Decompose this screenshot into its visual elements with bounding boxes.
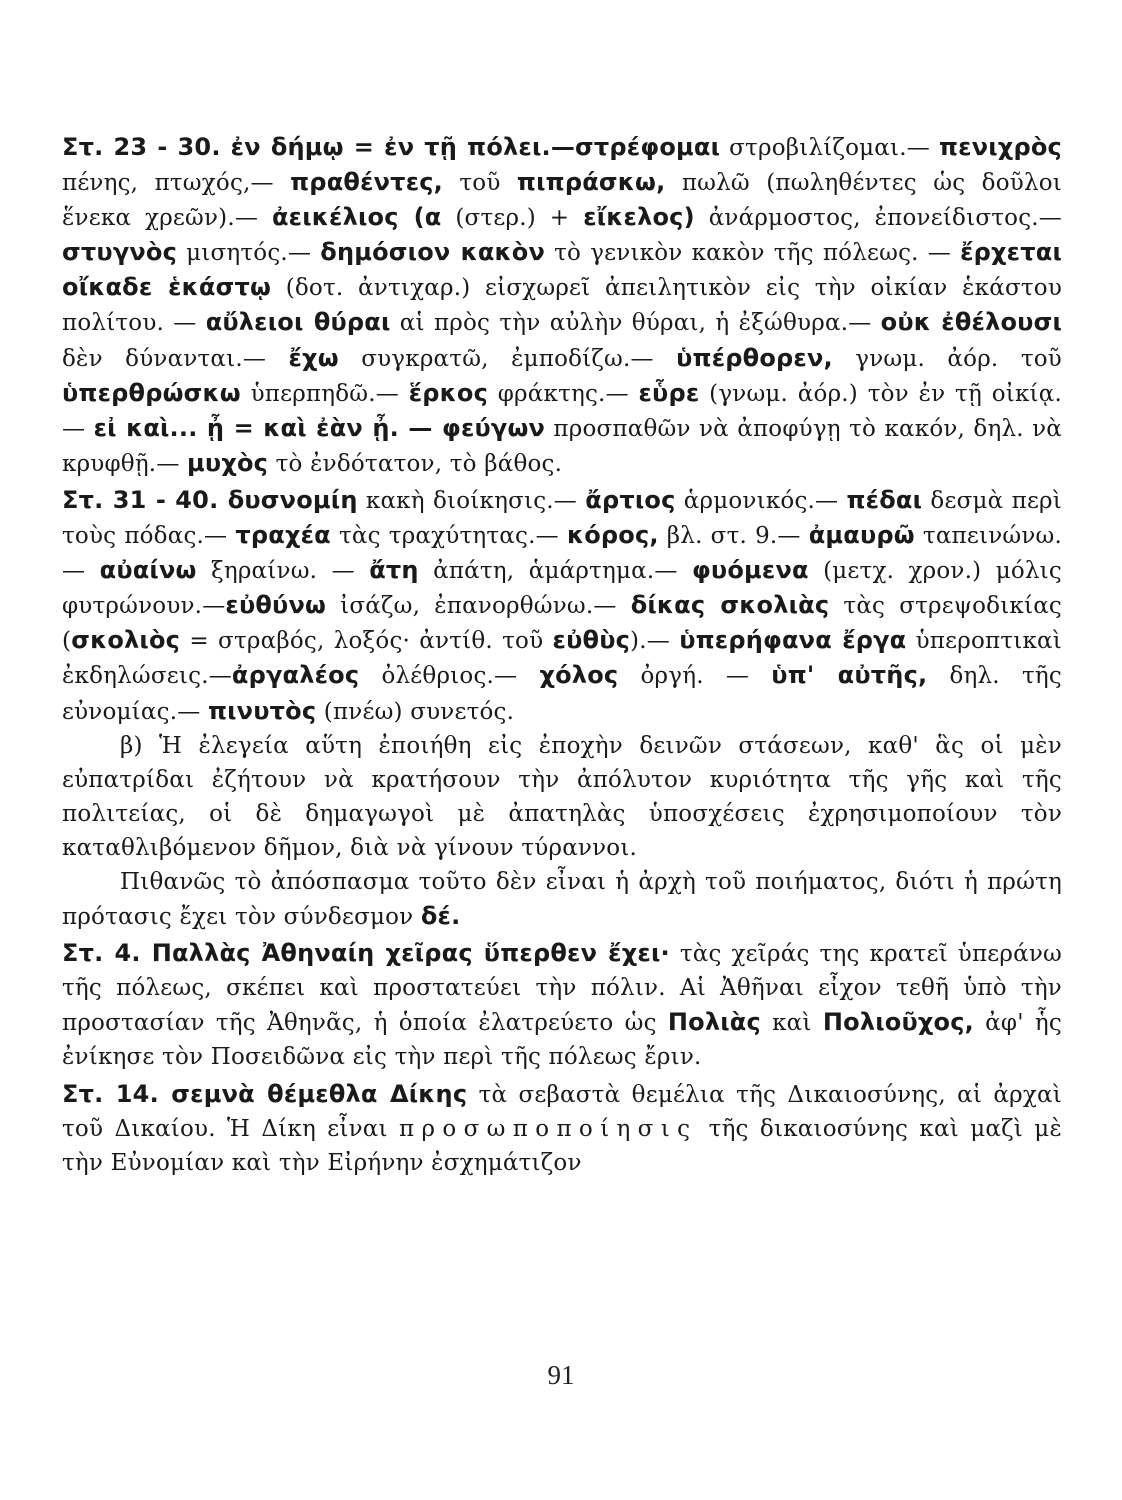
gloss-text: ταπεινώνω.—: [62, 523, 1062, 585]
bold-term: αὔλειοι θύραι: [205, 308, 391, 337]
gloss-text: (στερ.) +: [441, 205, 584, 232]
gloss-text: τὰς χεῖράς της κρατεῖ ὑπεράνω τῆς πόλεως, σκέπει καὶ προστατεύει τὴν πόλιν. Αἱ Ἀθῆναι εἶχον τεθῆ ὑπὸ τὴν προστασίαν τῆς Ἀθηνᾶς, ἡ ὁποία ἐλατρεύετο ὡς: [62, 941, 1062, 1037]
bold-term: εἰ καὶ... ᾖ = καὶ ἐὰν ᾖ. — φεύγων: [93, 413, 546, 442]
bold-term: σκολιὸς: [71, 626, 181, 655]
gloss-text: συγκρατῶ, ἐμποδίζω.—: [338, 345, 677, 372]
paragraph-paragraph-fragment: [62, 865, 1062, 934]
gloss-text: φράκτης.—: [488, 380, 639, 407]
bold-term: ἀργαλέος: [231, 661, 360, 690]
gloss-text: δεσμὰ περὶ τοὺς πόδας.—: [62, 487, 1062, 550]
bold-term: στυγνὸς: [62, 238, 178, 267]
gloss-text: κακὴ διοίκησις.—: [357, 487, 586, 514]
paragraph-paragraph-b: [62, 729, 1062, 865]
gloss-text: (δοτ. ἀντιχαρ.) εἰσχωρεῖ ἀπειλητικὸν εἰς τὴν οἰκίαν ἑκάστου πολίτου. —: [62, 275, 1062, 337]
bold-term: δημόσιον κακὸν: [320, 238, 546, 267]
gloss-text: ὀργή. —: [618, 663, 772, 690]
gloss-text: μισητός.—: [177, 240, 321, 267]
bold-term: πενιχρὸς: [938, 133, 1062, 161]
bold-term: ἔχω: [288, 343, 339, 372]
gloss-text: ).—: [630, 628, 680, 655]
bold-term: ἄτη: [369, 556, 419, 585]
gloss-text: πένης, πτωχός,—: [62, 170, 291, 197]
bold-term: τραχέα: [235, 521, 331, 550]
bold-term: ὑπερθρώσκω: [62, 378, 241, 407]
gloss-text: ξηραίνω. —: [196, 558, 370, 585]
gloss-text: γνωμ. ἀόρ. τοῦ: [832, 345, 1062, 372]
bold-term: πινυτὸς: [207, 696, 317, 725]
bold-term: Στ. 14. σεμνὰ θέμεθλα Δίκης: [62, 1079, 468, 1108]
gloss-text: ἁρμονικός.—: [675, 487, 847, 514]
gloss-text: ἀπάτη, ἁμάρτημα.—: [418, 558, 692, 585]
gloss-text: στροβιλίζομαι.—: [720, 135, 939, 161]
gloss-text: προσπαθῶν νὰ ἀποφύγῃ τὸ κακόν, δηλ. νὰ κρυφθῇ.—: [62, 415, 1063, 477]
gloss-text: = στραβός, λοξός· ἀντίθ. τοῦ: [180, 628, 553, 655]
gloss-text: βλ. στ. 9.—: [658, 523, 809, 550]
gloss-text: δὲν δύνανται.—: [62, 345, 289, 372]
spaced-term: προσωποποίησις: [399, 1115, 698, 1142]
bold-term: ὑπ' αὐτῆς,: [771, 661, 928, 690]
gloss-text: τὰς στρεψοδικίας (: [62, 593, 1063, 655]
bold-term: Στ. 23 - 30. ἐν δήμῳ = ἐν τῇ πόλει.—στρέφομαι: [62, 133, 721, 161]
gloss-text: τοῦ: [443, 170, 517, 197]
gloss-text: (γνωμ. ἀόρ.) τὸν ἐν τῇ οἰκίᾳ.—: [62, 380, 1062, 442]
gloss-text: ὑπερπηδῶ.—: [240, 380, 409, 407]
gloss-text: πωλῶ (πωληθέντες ὡς δοῦλοι ἕνεκα χρεῶν).—: [62, 170, 1062, 232]
gloss-text: ὑπεροπτικαὶ ἐκδηλώσεις.—: [62, 628, 1062, 690]
gloss-text: ὀλέθριος.—: [359, 663, 540, 690]
bold-term: μυχὸς: [187, 448, 269, 477]
bold-term: οὐκ ἐθέλουσι: [880, 308, 1063, 337]
bold-term: ἔρχεται οἴκαδε ἑκάστῳ: [62, 238, 1062, 302]
paragraph-verse-4: [62, 936, 1062, 1074]
bold-term: πιπράσκω,: [516, 168, 666, 197]
gloss-text: τὰς τραχύτητας.—: [330, 523, 567, 550]
bold-term: εὐθύνω: [225, 591, 327, 620]
gloss-text: ἀφ' ἧς ἐνίκησε τὸν Ποσειδῶνα εἰς τὴν περὶ τῆς πόλεως ἔριν.: [62, 1010, 1062, 1071]
page-number: 91: [547, 1360, 575, 1390]
gloss-text: αἱ πρὸς τὴν αὐλὴν θύραι, ἡ ἐξώθυρα.—: [390, 310, 881, 337]
bold-term: εὗρε: [638, 378, 700, 407]
bold-term: ὑπέρθορεν,: [676, 343, 833, 372]
bold-term: χόλος: [539, 661, 619, 690]
paragraph-verse-14: [62, 1077, 1062, 1180]
bold-term: πέδαι: [846, 485, 923, 514]
bold-term: ἄρτιος: [585, 485, 676, 514]
bold-term: Πολιοῦχος,: [822, 1008, 974, 1037]
gloss-text: καὶ: [760, 1010, 823, 1037]
gloss-text: ἰσάζω, ἐπανορθώνω.—: [326, 593, 631, 620]
gloss-text: β) Ἡ ἐλεγεία αὕτη ἐποιήθη εἰς ἐποχὴν δεινῶν στάσεων, καθ' ἃς οἱ μὲν εὐπατρίδαι ἐζήτουν νὰ κρατήσουν τὴν ἀπόλυτον κυριότητα τῆς γῆς καὶ τῆς πολιτείας, οἱ δὲ δημαγωγοὶ μὲ ἀπατηλὰς ὑποσχέσεις ἐχρησιμοποίουν τὸν καταθλιβόμενον δῆμον, διὰ νὰ γίνουν τύραννοι.: [62, 732, 1062, 861]
bold-term: ὑπερήφανα ἔργα: [679, 626, 907, 655]
bold-term: κόρος,: [566, 521, 659, 550]
bold-term: πραθέντες,: [290, 168, 443, 197]
bold-term: ἀεικέλιος (α: [271, 203, 442, 232]
bold-term: ἕρκος: [408, 378, 488, 407]
bold-term: Στ. 31 - 40. δυσνομίη: [62, 485, 358, 514]
gloss-text: τὸ ἐνδότατον, τὸ βάθος.: [268, 450, 563, 477]
gloss-text: ἀνάρμοστος, ἐπονείδιστος.—: [694, 205, 1062, 232]
gloss-text: τῆς δικαιοσύνης καὶ μαζὶ μὲ τὴν Εὐνομίαν καὶ τὴν Εἰρήνην ἐσχημάτιζον: [62, 1115, 1062, 1176]
bold-term: Στ. 4. Παλλὰς Ἀθηναίη χεῖρας ὕπερθεν ἔχει·: [62, 939, 670, 968]
gloss-text: δηλ. τῆς εὐνομίας.—: [62, 663, 1062, 725]
bold-term: εὐθὺς: [552, 626, 631, 655]
bold-term: φυόμενα: [691, 556, 809, 585]
gloss-text: τὰ σεβαστὰ θεμέλια τῆς Δικαιοσύνης, αἱ ἀρχαὶ τοῦ Δικαίου. Ἡ Δίκη εἶναι: [62, 1081, 1062, 1142]
bold-term: δίκας σκολιὰς: [630, 591, 830, 620]
bold-term: δέ.: [420, 902, 461, 931]
bold-term: εἴκελος): [583, 203, 695, 232]
paragraph-verses-31-40: [62, 483, 1062, 729]
gloss-text: Πιθανῶς τὸ ἀπόσπασμα τοῦτο δὲν εἶναι ἡ ἀρχὴ τοῦ ποιήματος, διότι ἡ πρώτη πρότασις ἔχει τὸν σύνδεσμον: [62, 868, 1062, 931]
bold-term: ἀμαυρῶ: [808, 521, 915, 550]
bold-term: αὐαίνω: [99, 556, 197, 585]
bold-term: Πολιὰς: [667, 1008, 761, 1037]
gloss-text: τὸ γενικὸν κακὸν τῆς πόλεως. —: [545, 240, 961, 267]
gloss-text: (πνέω) συνετός.: [316, 698, 515, 725]
page-body: [62, 128, 1062, 1180]
gloss-text: (μετχ. χρον.) μόλις φυτρώνουν.—: [62, 558, 1062, 620]
paragraph-verses-23-30: [62, 130, 1062, 481]
